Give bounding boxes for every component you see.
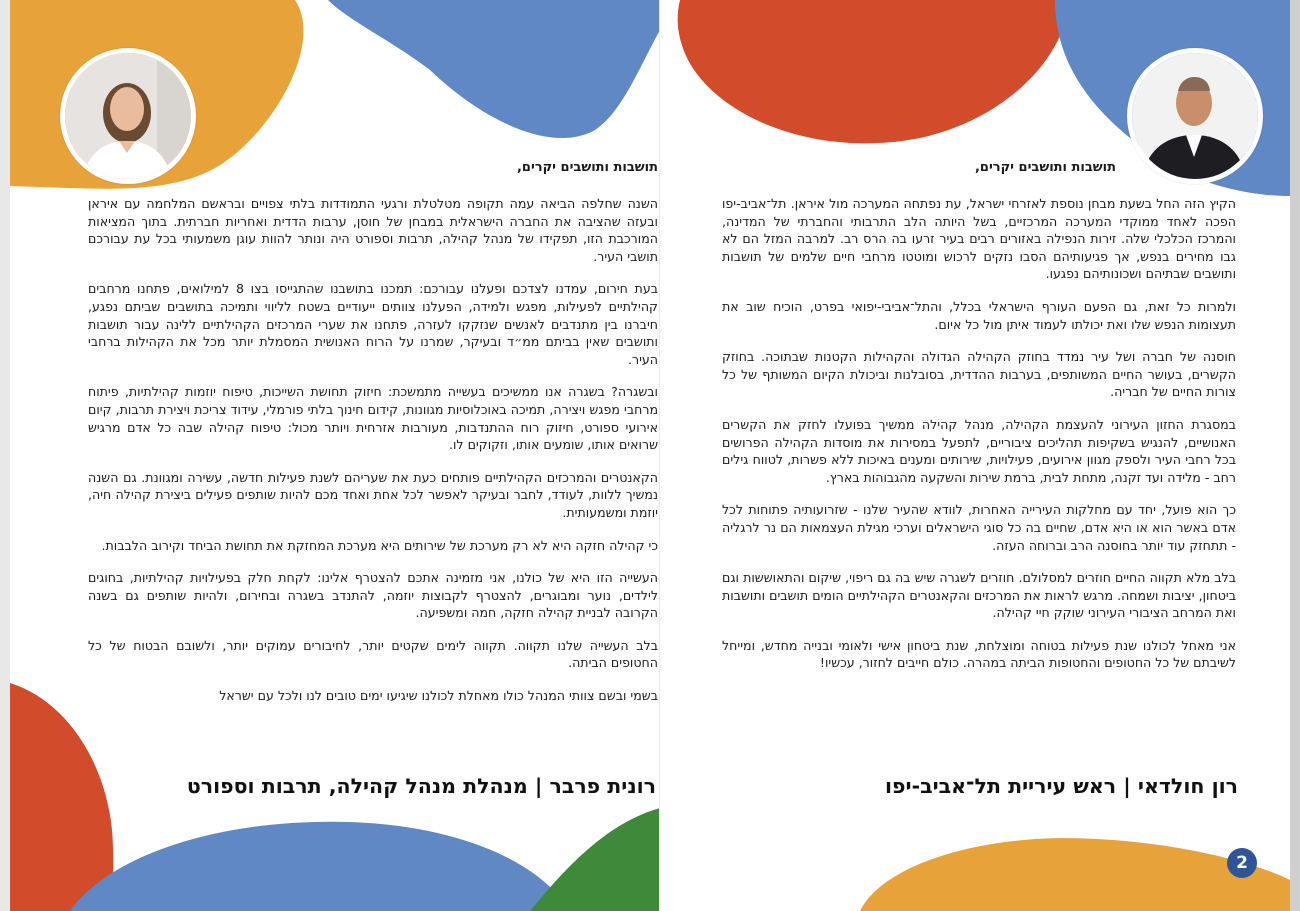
paragraph: אני מאחל לכולנו שנת פעילות בטוחה ומוצלחת, שנת ביטחון אישי ולאומי ובנייה מחדש, ומייחל לשיבתם של כל החטופים והחטופות הביתה במהרה. כולם חייבים לחזור, עכשיו! <box>722 637 1236 671</box>
page-number-badge: 2 <box>1227 848 1257 878</box>
greeting-heading: תושבות ותושבים יקרים, <box>516 160 658 175</box>
paragraph: העשייה הזו היא של כולנו, אני מזמינה אתכם להצטרף אלינו: לקחת חלק בפעילויות קהילתיות, בחוגים לילדים, נוער ומבוגרים, להצטרף לקבוצות יוזמה, להתנדב בשגרה ובחירום, ולהיות שותפים גם בשנה הקרובה לבניית קהילה חזקה, חמה ומשפיעה. <box>88 570 658 621</box>
red-blob-top <box>678 0 1070 143</box>
letter-body <box>88 195 658 720</box>
signoff-line: בשמי ובשם צוותי המנהל כולו מאחלת לכולנו שיגיעו ימים טובים לנו ולכל עם ישראל <box>219 688 658 704</box>
page-edge-right <box>1290 0 1300 911</box>
portrait-man <box>1127 48 1263 184</box>
paragraph: השנה שחלפה הביאה עמה תקופה מטלטלת ורגעי התמודדות בלתי צפויים ובראשם המלחמה עם איראן ובעזה שהציבה את החברה הישראלית במבחן של חוסן, ערבות הדדית ואחריות חברתית. בתוך המציאות המורכבת הזו, תפקידו של מנהל קהילה, תרבות וספורט היה ונותר להוות עוגן משמעותי בכל עת עבורכם תושבי העיר. <box>88 196 658 264</box>
paragraph: הקיץ הזה החל בשעת מבחן נוספת לאזרחי ישראל, עת נפתחה המערכה מול איראן. תל־אביב-יפו הפכה לאחד ממוקדי המערכה המרכזיים, בשל היותה הלב התרבותי והחברתי של המדינה, והמרכז הכלכלי שלה. זירות הנפילה באזורים רבים בעיר זרעו בה הרס רב. למרבה המזל הם לא גבו מחירים בנפש, אך פגיעותיהם הסבו נזקים לרכוש ומוטטו מרחבי חיים שלמים של תושבות ותושבים שבתיהם ושכונותיהם נפגעו. <box>722 196 1236 282</box>
paragraph: בלב העשייה שלנו תקווה. תקווה לימים שקטים יותר, לחיבורים עמוקים יותר, ולשובם הבטוח של כל החטופים הביתה. <box>88 637 658 671</box>
paragraph: במסגרת החזון העירוני להעצמת הקהילה, מנהל קהילה ממשיך בפועלו לחזק את הקשרים האנושיים, להנגיש בשקיפות תהליכים ציבוריים, לתפעל במסירות את מוסדות הקהילה הפרושים בכל רחבי העיר ולספק מגוון אירועים, פעילויות, שירותים ומענים באיכות ללא פשרות, לטווח גילים רחב - מלידה ועד זקנה, מתחת לבית, ברמת שירות והשקעה מהגבוהות בארץ. <box>722 416 1236 485</box>
paragraph: כי קהילה חזקה היא לא רק מערכת של שירותים היא מערכת המחזקת את תחושת הביחד וקירוב הלבבות. <box>101 537 658 553</box>
letter-body <box>722 195 1236 687</box>
paragraph: הקאנטרים והמרכזים הקהילתיים פותחים כעת את שעריהם לשנת פעילות חדשה, עשירה ומגוונת. גם השנה נמשיך ללוות, לעודד, לחבר ובעיקר לאפשר לכל אחת ואחד מכם להיות שותפים פעילים ביצירת קהילה חיה, יוזמת ומשמעותית. <box>88 469 658 520</box>
greeting-heading: תושבות ותושבים יקרים, <box>974 160 1116 175</box>
signature-left: רונית פרבר | מנהלת מנהל קהילה, תרבות וספורט <box>186 774 656 798</box>
right-page <box>660 0 1290 911</box>
paragraph: כך הוא פועל, יחד עם מחלקות העירייה האחרות, לוודא שהעיר שלנו - שזרועותיה פתוחות לכל אדם באשר הוא או היא אדם, שחיים בה כל סוגי הישראלים וערכי מגילת העצמאות הם נר לרגליה - תתחזק עוד יותר בחוסנה הרב וברוחה העזה. <box>722 502 1236 553</box>
paragraph: ובשגרה? בשגרה אנו ממשיכים בעשייה מתמשכת: חיזוק תחושת השייכות, טיפוח יוזמות קהילתיות, פיתוח מרחבי מפגש ויצירה, תמיכה באוכלוסיות מגוונות, קידום חינוך בלתי פורמלי, עידוד צריכת ויצירת תרבות, קיום אירועי ספורט, חיזוק רוח ההתנדבות, מעורבות אזרחית ויותר מכול: טיפוח קהילה שבה כל אדם מרגיש שרואים אותו, שומעים אותו, וזקוקים לו. <box>88 384 658 453</box>
page-edge-left <box>0 0 10 911</box>
paragraph: בלב מלא תקווה החיים חוזרים למסלולם. חוזרים לשגרה שיש בה גם ריפוי, שיקום והתאוששות וגם ביטחון, יציבות ושמחה. מרגש לראות את המרכזים והקאנטרים הקהילתיים הומים תושבים ותושבות ואת המרחב הציבורי העירוני שוקק חיי קהילה. <box>722 570 1236 621</box>
paragraph: בעת חירום, עמדנו לצדכם ופעלנו עבורכם: תמכנו בתושבנו שהתגייסו בצו 8 למילואים, פתחנו מרחבים קהילתיים לפעילות, מפגש ולמידה, הפעלנו צוותים ייעודיים בשטח לליווי ותמיכה בתושבים שביתם נפגע, חיברנו בין מתנדבים לאנשים שנזקקו לעזרה, פתחנו את שערי המרכזים הקהילתיים ללינה עבור תושבות ותושבים שאין בביתם ממ״ד ובעיקר, שמרנו על הרוח האנושית המסמלת יותר מכל את הקהילות ברחבי העיר. <box>88 281 658 367</box>
paragraph: ולמרות כל זאת, גם הפעם העורף הישראלי בכלל, והתל־אביבי-יפואי בפרט, הוכיח שוב את תעצומות הנפש שלו ואת יכולתו לעמוד איתן מול כל איום. <box>722 298 1236 332</box>
blue-blob-bottom <box>70 822 570 911</box>
paragraph: חוסנה של חברה ושל עיר נמדד בחוזק הקהילה הגדולה והקהילות הקטנות שבתוכה. בחוזק הקשרים, בעושר החיים המשותפים, בערבות ההדדית, בסובלנות וביכולת הקיום המשותף של כל צורות החיים של חבריה. <box>722 349 1236 400</box>
blue-blob-top <box>328 0 660 138</box>
left-page <box>10 0 660 911</box>
signature-right: רון חולדאי | ראש עיריית תל־אביב-יפו <box>885 774 1238 798</box>
portrait-woman <box>60 48 196 184</box>
orange-blob-bottom-right <box>860 838 1290 911</box>
green-blob-bottom <box>530 808 660 911</box>
